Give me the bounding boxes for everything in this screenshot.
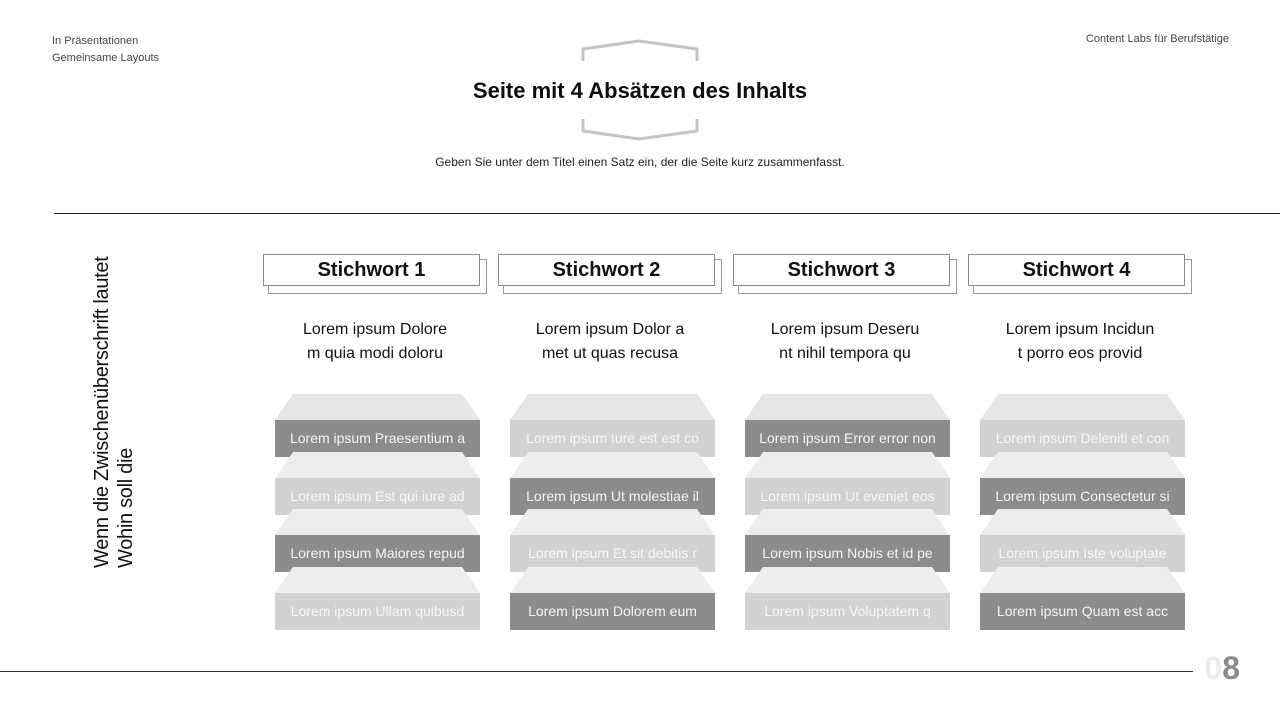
- layer-top-face: [510, 509, 715, 535]
- description-line-2: t porro eos provid: [1017, 345, 1143, 362]
- page-number-digit-1: 8: [1222, 650, 1240, 686]
- description-line-2: nt nihil tempora qu: [779, 345, 911, 362]
- divider-bottom: [0, 671, 1193, 672]
- stack-layer: [275, 567, 480, 631]
- keyword-box: [968, 254, 1192, 294]
- stack-layer: [275, 509, 480, 573]
- keyword-description: [968, 318, 1192, 366]
- keyword-description: [263, 318, 487, 366]
- divider-top: [54, 213, 1280, 214]
- stack-layer: [510, 394, 715, 458]
- layer-top-face: [745, 452, 950, 478]
- layer-stack: [745, 394, 950, 634]
- keyword-box: [498, 254, 722, 294]
- layer-top-face: [745, 567, 950, 593]
- stack-layer: [980, 452, 1185, 516]
- keyword-box: [263, 254, 487, 294]
- layer-label: Lorem ipsum Maiores repud: [275, 535, 480, 572]
- keyword-column: [263, 254, 493, 634]
- layer-label: Lorem ipsum Est qui iure ad: [275, 478, 480, 515]
- keyword-column: [968, 254, 1198, 634]
- layer-label: Lorem ipsum Ut molestiae il: [510, 478, 715, 515]
- breadcrumb: [52, 33, 159, 67]
- layer-top-face: [275, 394, 480, 420]
- keyword-description: [498, 318, 722, 366]
- layer-top-face: [745, 509, 950, 535]
- stack-layer: [510, 567, 715, 631]
- page-title: Seite mit 4 Absätzen des Inhalts: [472, 78, 808, 103]
- stack-layer: [980, 567, 1185, 631]
- layer-label: Lorem ipsum Voluptatem q: [745, 593, 950, 630]
- description-line-1: Lorem ipsum Incidun: [1005, 321, 1155, 338]
- layer-stack: [980, 394, 1185, 634]
- layer-top-face: [510, 567, 715, 593]
- page-subtitle: Geben Sie unter dem Titel einen Satz ein, der die Seite kurz zusammenfasst.: [435, 155, 845, 169]
- keyword-label: Stichwort 1: [263, 254, 480, 286]
- layer-label: Lorem ipsum Ullam quibusd: [275, 593, 480, 630]
- layer-stack: [510, 394, 715, 634]
- layer-label: Lorem ipsum Consectetur si: [980, 478, 1185, 515]
- stack-layer: [510, 452, 715, 516]
- page-number: [1204, 650, 1240, 687]
- layer-label: Lorem ipsum Deleniti et con: [980, 420, 1185, 457]
- layer-top-face: [275, 509, 480, 535]
- keyword-label: Stichwort 2: [498, 254, 715, 286]
- layer-top-face: [980, 509, 1185, 535]
- layer-label: Lorem ipsum Quam est acc: [980, 593, 1185, 630]
- layer-top-face: [275, 452, 480, 478]
- breadcrumb-line-1: In Präsentationen: [52, 35, 139, 47]
- brand-label: Content Labs für Berufstätige: [1085, 33, 1229, 45]
- stack-layer: [745, 394, 950, 458]
- keyword-label: Stichwort 3: [733, 254, 950, 286]
- description-line-1: Lorem ipsum Dolor a: [535, 321, 685, 338]
- side-heading: [90, 248, 140, 568]
- stack-layer: [745, 452, 950, 516]
- description-line-1: Lorem ipsum Deseru: [770, 321, 920, 338]
- layer-label: Lorem ipsum Dolorem eum: [510, 593, 715, 630]
- stack-layer: [745, 509, 950, 573]
- keyword-column: [498, 254, 728, 634]
- layer-top-face: [745, 394, 950, 420]
- keyword-box: [733, 254, 957, 294]
- keyword-label: Stichwort 4: [968, 254, 1185, 286]
- layer-label: Lorem ipsum Iure est est co: [510, 420, 715, 457]
- layer-top-face: [510, 452, 715, 478]
- layer-top-face: [980, 567, 1185, 593]
- side-heading-line-1: Wenn die Zwischenüberschrift lautet: [91, 256, 113, 568]
- layer-top-face: [510, 394, 715, 420]
- stack-layer: [275, 452, 480, 516]
- stack-layer: [745, 567, 950, 631]
- layer-stack: [275, 394, 480, 634]
- description-line-2: m quia modi doloru: [306, 345, 444, 362]
- layer-label: Lorem ipsum Iste voluptate: [980, 535, 1185, 572]
- layer-top-face: [980, 394, 1185, 420]
- stack-layer: [980, 509, 1185, 573]
- layer-label: Lorem ipsum Et sit debitis r: [510, 535, 715, 572]
- layer-label: Lorem ipsum Praesentium a: [275, 420, 480, 457]
- side-heading-line-2: Wohin soll die: [115, 448, 137, 568]
- layer-label: Lorem ipsum Nobis et id pe: [745, 535, 950, 572]
- description-line-2: met ut quas recusa: [541, 345, 679, 362]
- layer-top-face: [980, 452, 1185, 478]
- layer-label: Lorem ipsum Error error non: [745, 420, 950, 457]
- page-number-digit-0: 0: [1204, 650, 1223, 686]
- stack-layer: [980, 394, 1185, 458]
- stack-layer: [510, 509, 715, 573]
- layer-label: Lorem ipsum Ut eveniet eos: [745, 478, 950, 515]
- stack-layer: [275, 394, 480, 458]
- description-line-1: Lorem ipsum Dolore: [302, 321, 448, 338]
- layer-top-face: [275, 567, 480, 593]
- keyword-description: [733, 318, 957, 366]
- keyword-column: [733, 254, 963, 634]
- breadcrumb-line-2: Gemeinsame Layouts: [52, 52, 159, 64]
